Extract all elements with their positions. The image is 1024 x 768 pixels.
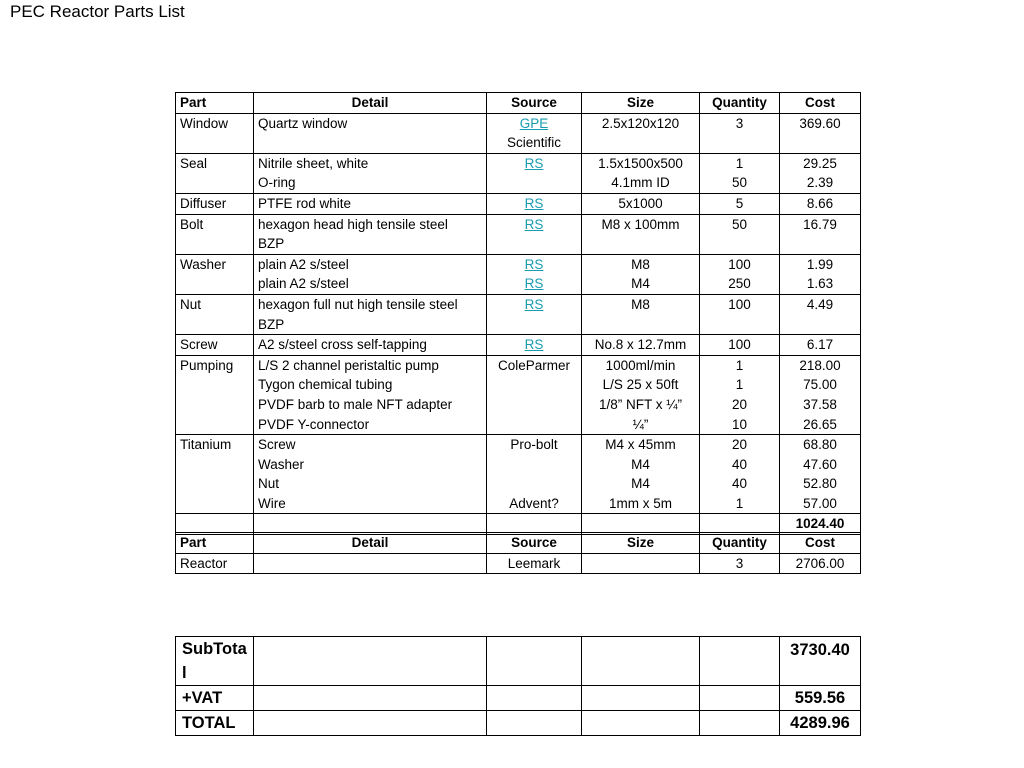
total-label: TOTAL bbox=[176, 711, 254, 736]
part-cell: Bolt bbox=[176, 214, 254, 254]
cost-cell bbox=[780, 335, 861, 356]
header-cost: Cost bbox=[780, 93, 861, 114]
vat-row bbox=[176, 686, 861, 711]
detail-cell bbox=[254, 335, 487, 356]
detail-value: BZP bbox=[258, 316, 285, 332]
size-cell bbox=[582, 193, 700, 214]
size-value: M8 x 100mm bbox=[601, 216, 680, 232]
cost-value: 52.80 bbox=[803, 476, 837, 492]
detail-value: A2 s/steel cross self-tapping bbox=[258, 337, 427, 353]
cost-value: 26.65 bbox=[803, 416, 837, 432]
cost-value: 37.58 bbox=[803, 396, 837, 412]
cost-value: 218.00 bbox=[799, 357, 841, 373]
empty-cell bbox=[582, 637, 700, 686]
quantity-cell bbox=[700, 335, 780, 356]
cost-value: 47.60 bbox=[803, 456, 837, 472]
detail-value: O-ring bbox=[258, 175, 296, 191]
cost-value: 29.25 bbox=[803, 155, 837, 171]
cost-cell bbox=[780, 435, 861, 514]
cost-cell bbox=[780, 193, 861, 214]
detail-cell bbox=[254, 435, 487, 514]
subtotal-label: SubTotal bbox=[176, 637, 254, 686]
part-cell: Seal bbox=[176, 153, 254, 193]
quantity-cell bbox=[700, 294, 780, 334]
empty-cell bbox=[582, 686, 700, 711]
source-value bbox=[491, 173, 577, 193]
quantity-cell bbox=[700, 193, 780, 214]
quantity-value: 50 bbox=[731, 216, 748, 232]
source-link[interactable]: GPE bbox=[519, 115, 549, 131]
parts-table bbox=[175, 92, 861, 535]
header-size: Size bbox=[582, 533, 700, 554]
source-link[interactable]: RS bbox=[524, 195, 544, 211]
cost-cell bbox=[780, 355, 861, 434]
table-row bbox=[176, 335, 861, 356]
quantity-value: 100 bbox=[728, 337, 751, 353]
cost-value: 369.60 bbox=[799, 115, 841, 131]
source-value bbox=[491, 415, 577, 435]
size-value: ¼” bbox=[632, 416, 649, 432]
detail-cell bbox=[254, 294, 487, 334]
detail-cell bbox=[254, 214, 487, 254]
part-cell: Screw bbox=[176, 335, 254, 356]
size-value: 2.5x120x120 bbox=[601, 115, 680, 131]
header-cost: Cost bbox=[780, 533, 861, 554]
cost-value: 8.66 bbox=[806, 195, 834, 211]
quantity-value: 40 bbox=[731, 456, 748, 472]
source-cell bbox=[487, 335, 582, 356]
size-cell bbox=[582, 294, 700, 334]
empty-cell bbox=[700, 637, 780, 686]
header-size: Size bbox=[582, 93, 700, 114]
size-value: L/S 25 x 50ft bbox=[602, 377, 679, 393]
source-value bbox=[491, 455, 577, 475]
source-link[interactable]: RS bbox=[524, 155, 544, 171]
detail-value: plain A2 s/steel bbox=[258, 276, 349, 292]
size-cell bbox=[582, 153, 700, 193]
quantity-cell bbox=[700, 435, 780, 514]
cost-cell bbox=[780, 294, 861, 334]
table-header-row bbox=[176, 93, 861, 114]
quantity-cell bbox=[700, 153, 780, 193]
empty-cell bbox=[254, 711, 487, 736]
cost-cell: 2706.00 bbox=[780, 553, 861, 574]
table-row bbox=[176, 153, 861, 193]
size-value: M4 bbox=[631, 476, 650, 492]
quantity-value: 1 bbox=[735, 357, 744, 373]
total-row bbox=[176, 711, 861, 736]
size-value: 1.5x1500x500 bbox=[598, 155, 683, 171]
quantity-value: 1 bbox=[735, 377, 744, 393]
parts-total-value: 1024.40 bbox=[780, 514, 861, 535]
page-title: PEC Reactor Parts List bbox=[10, 2, 185, 21]
empty-cell bbox=[487, 686, 582, 711]
detail-value: Wire bbox=[258, 495, 286, 511]
detail-value: hexagon full nut high tensile steel bbox=[258, 296, 458, 312]
part-cell: Reactor bbox=[176, 553, 254, 574]
quantity-value: 1 bbox=[735, 155, 744, 171]
summary-table bbox=[175, 636, 861, 736]
quantity-value: 50 bbox=[731, 175, 748, 191]
detail-value: Washer bbox=[258, 456, 305, 472]
empty-cell bbox=[700, 711, 780, 736]
cost-cell bbox=[780, 214, 861, 254]
source-cell bbox=[487, 193, 582, 214]
header-source: Source bbox=[487, 533, 582, 554]
cost-value bbox=[784, 234, 856, 254]
cost-value: 2.39 bbox=[806, 175, 834, 191]
cost-value bbox=[784, 133, 856, 153]
detail-value: hexagon head high tensile steel bbox=[258, 216, 448, 232]
source-link[interactable]: RS bbox=[524, 276, 544, 292]
source-value: ColeParmer bbox=[497, 357, 571, 373]
size-cell bbox=[582, 214, 700, 254]
source-cell: Leemark bbox=[487, 553, 582, 574]
source-link[interactable]: RS bbox=[524, 256, 544, 272]
size-value bbox=[586, 234, 695, 254]
cost-cell bbox=[780, 254, 861, 294]
source-link[interactable]: RS bbox=[524, 337, 544, 353]
cost-value: 68.80 bbox=[803, 437, 837, 453]
detail-value: Nut bbox=[258, 476, 280, 492]
detail-cell bbox=[254, 113, 487, 153]
cost-value: 1.99 bbox=[806, 256, 834, 272]
detail-value: PVDF barb to male NFT adapter bbox=[258, 396, 453, 412]
detail-value: Tygon chemical tubing bbox=[258, 377, 393, 393]
header-part: Part bbox=[176, 533, 254, 554]
size-value: M8 bbox=[631, 256, 650, 272]
empty-cell bbox=[582, 711, 700, 736]
part-cell: Nut bbox=[176, 294, 254, 334]
source-value bbox=[491, 234, 577, 254]
reactor-table bbox=[175, 532, 861, 574]
detail-value bbox=[258, 133, 482, 153]
subtotal-value: 3730.40 bbox=[780, 637, 861, 686]
source-cell bbox=[487, 153, 582, 193]
detail-value: PTFE rod white bbox=[258, 195, 352, 211]
source-value bbox=[491, 375, 577, 395]
cost-value: 57.00 bbox=[803, 495, 837, 511]
quantity-value: 5 bbox=[735, 195, 744, 211]
empty-cell bbox=[487, 637, 582, 686]
quantity-value bbox=[704, 133, 775, 153]
total-value: 4289.96 bbox=[780, 711, 861, 736]
part-cell: Diffuser bbox=[176, 193, 254, 214]
table-row bbox=[176, 435, 861, 514]
size-value: 1/8” NFT x ¼” bbox=[598, 396, 683, 412]
size-value: M4 x 45mm bbox=[605, 437, 676, 453]
table-row bbox=[176, 355, 861, 434]
empty-cell bbox=[254, 637, 487, 686]
quantity-value bbox=[704, 315, 775, 335]
detail-value: Nitrile sheet, white bbox=[258, 155, 369, 171]
source-cell bbox=[487, 355, 582, 434]
part-cell: Titanium bbox=[176, 435, 254, 514]
size-cell bbox=[582, 254, 700, 294]
source-cell bbox=[487, 214, 582, 254]
size-value: 4.1mm ID bbox=[611, 175, 670, 191]
quantity-cell bbox=[700, 113, 780, 153]
detail-cell bbox=[254, 153, 487, 193]
source-cell bbox=[487, 113, 582, 153]
vat-value: 559.56 bbox=[780, 686, 861, 711]
quantity-value bbox=[704, 234, 775, 254]
quantity-value: 3 bbox=[735, 115, 744, 131]
size-cell bbox=[582, 355, 700, 434]
source-link[interactable]: RS bbox=[524, 216, 544, 232]
source-cell bbox=[487, 435, 582, 514]
source-value bbox=[491, 315, 577, 335]
detail-cell bbox=[254, 193, 487, 214]
detail-value: plain A2 s/steel bbox=[258, 256, 349, 272]
quantity-value: 100 bbox=[728, 296, 751, 312]
detail-cell bbox=[254, 553, 487, 574]
quantity-value: 40 bbox=[731, 476, 748, 492]
table-header-row bbox=[176, 533, 861, 554]
part-cell: Pumping bbox=[176, 355, 254, 434]
source-value: Scientific bbox=[506, 135, 562, 151]
header-part: Part bbox=[176, 93, 254, 114]
quantity-cell: 3 bbox=[700, 553, 780, 574]
detail-cell bbox=[254, 355, 487, 434]
detail-value: L/S 2 channel peristaltic pump bbox=[258, 357, 439, 373]
empty-cell bbox=[700, 686, 780, 711]
cost-value: 4.49 bbox=[806, 296, 834, 312]
cost-cell bbox=[780, 153, 861, 193]
header-detail: Detail bbox=[254, 533, 487, 554]
quantity-value: 250 bbox=[728, 276, 751, 292]
cost-value: 75.00 bbox=[803, 377, 837, 393]
detail-value: Screw bbox=[258, 437, 296, 453]
detail-value: Quartz window bbox=[258, 115, 348, 131]
size-value: M4 bbox=[631, 276, 650, 292]
table-row bbox=[176, 254, 861, 294]
source-cell bbox=[487, 294, 582, 334]
detail-value: PVDF Y-connector bbox=[258, 416, 370, 432]
vat-label: +VAT bbox=[176, 686, 254, 711]
cost-cell bbox=[780, 113, 861, 153]
source-value bbox=[491, 395, 577, 415]
size-value: 5x1000 bbox=[618, 195, 663, 211]
size-cell bbox=[582, 113, 700, 153]
size-value: M4 bbox=[631, 456, 650, 472]
cost-value bbox=[784, 315, 856, 335]
quantity-value: 1 bbox=[735, 495, 744, 511]
quantity-value: 20 bbox=[731, 396, 748, 412]
quantity-cell bbox=[700, 254, 780, 294]
quantity-value: 10 bbox=[731, 416, 748, 432]
detail-cell bbox=[254, 254, 487, 294]
size-cell bbox=[582, 335, 700, 356]
table-row bbox=[176, 193, 861, 214]
part-cell: Washer bbox=[176, 254, 254, 294]
source-value bbox=[491, 474, 577, 494]
size-value bbox=[586, 133, 695, 153]
subtotal-row bbox=[176, 637, 861, 686]
size-value: 1mm x 5m bbox=[608, 495, 672, 511]
header-detail: Detail bbox=[254, 93, 487, 114]
size-value bbox=[586, 315, 695, 335]
source-value: Pro-bolt bbox=[510, 437, 558, 453]
header-quantity: Quantity bbox=[700, 533, 780, 554]
cost-value: 1.63 bbox=[806, 276, 834, 292]
cost-value: 6.17 bbox=[806, 337, 834, 353]
source-cell bbox=[487, 254, 582, 294]
size-value: No.8 x 12.7mm bbox=[594, 337, 687, 353]
size-value: 1000ml/min bbox=[605, 357, 676, 373]
empty-cell bbox=[487, 711, 582, 736]
source-value: Advent? bbox=[509, 495, 559, 511]
cost-value: 16.79 bbox=[803, 216, 837, 232]
quantity-cell bbox=[700, 214, 780, 254]
table-row bbox=[176, 294, 861, 334]
table-row bbox=[176, 214, 861, 254]
empty-cell bbox=[254, 686, 487, 711]
header-source: Source bbox=[487, 93, 582, 114]
quantity-value: 20 bbox=[731, 437, 748, 453]
quantity-cell bbox=[700, 355, 780, 434]
table-row bbox=[176, 553, 861, 574]
size-cell bbox=[582, 553, 700, 574]
part-cell: Window bbox=[176, 113, 254, 153]
size-cell bbox=[582, 435, 700, 514]
detail-value: BZP bbox=[258, 236, 285, 252]
header-quantity: Quantity bbox=[700, 93, 780, 114]
source-link[interactable]: RS bbox=[524, 296, 544, 312]
quantity-value: 100 bbox=[728, 256, 751, 272]
table-row bbox=[176, 113, 861, 153]
size-value: M8 bbox=[631, 296, 650, 312]
